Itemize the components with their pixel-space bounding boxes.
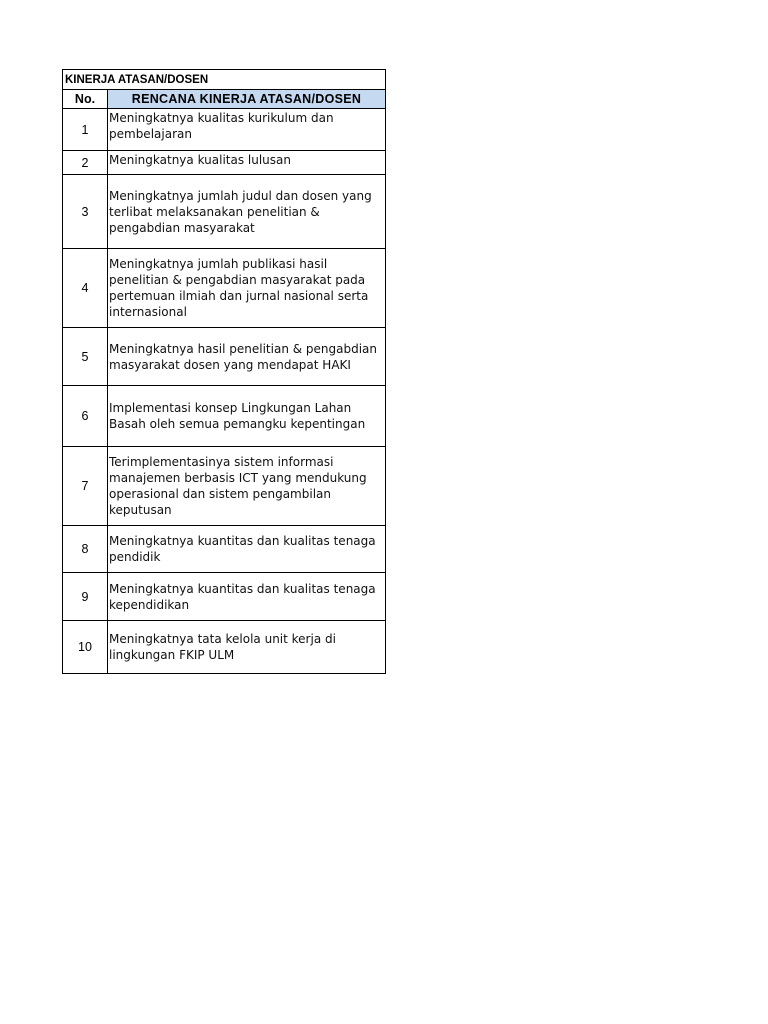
row-number: 6 xyxy=(63,386,108,447)
table-row xyxy=(63,573,386,621)
table-row xyxy=(63,109,386,151)
row-number: 9 xyxy=(63,573,108,621)
row-number: 8 xyxy=(63,526,108,573)
row-text: Terimplementasinya sistem informasi manajemen berbasis ICT yang mendukung operasional dan sistem pengambilan keputusan xyxy=(108,447,386,526)
column-header-no: No. xyxy=(63,90,108,109)
table-title-row xyxy=(63,70,386,90)
row-number: 5 xyxy=(63,328,108,386)
table-row xyxy=(63,328,386,386)
row-number: 1 xyxy=(63,109,108,151)
table-title: KINERJA ATASAN/DOSEN xyxy=(63,70,386,90)
table-row xyxy=(63,175,386,249)
row-text: Meningkatnya hasil penelitian & pengabdian masyarakat dosen yang mendapat HAKI xyxy=(108,328,386,386)
performance-table-sheet xyxy=(62,69,385,674)
row-text: Meningkatnya kualitas kurikulum dan pembelajaran xyxy=(108,109,386,151)
table-row xyxy=(63,447,386,526)
table-row xyxy=(63,621,386,674)
table-row xyxy=(63,249,386,328)
row-number: 3 xyxy=(63,175,108,249)
table-row xyxy=(63,151,386,175)
row-number: 4 xyxy=(63,249,108,328)
row-number: 10 xyxy=(63,621,108,674)
row-text: Meningkatnya kuantitas dan kualitas tenaga kependidikan xyxy=(108,573,386,621)
row-text: Meningkatnya kualitas lulusan xyxy=(108,151,386,175)
table-header-row xyxy=(63,90,386,109)
row-text: Meningkatnya kuantitas dan kualitas tenaga pendidik xyxy=(108,526,386,573)
row-text: Meningkatnya jumlah publikasi hasil penelitian & pengabdian masyarakat pada pertemuan ilmiah dan jurnal nasional serta internasional xyxy=(108,249,386,328)
performance-table xyxy=(62,69,386,674)
table-row xyxy=(63,386,386,447)
row-text: Meningkatnya tata kelola unit kerja di lingkungan FKIP ULM xyxy=(108,621,386,674)
column-header-plan: RENCANA KINERJA ATASAN/DOSEN xyxy=(108,90,386,109)
row-text: Implementasi konsep Lingkungan Lahan Basah oleh semua pemangku kepentingan xyxy=(108,386,386,447)
table-row xyxy=(63,526,386,573)
row-number: 2 xyxy=(63,151,108,175)
row-number: 7 xyxy=(63,447,108,526)
row-text: Meningkatnya jumlah judul dan dosen yang terlibat melaksanakan penelitian & pengabdian masyarakat xyxy=(108,175,386,249)
